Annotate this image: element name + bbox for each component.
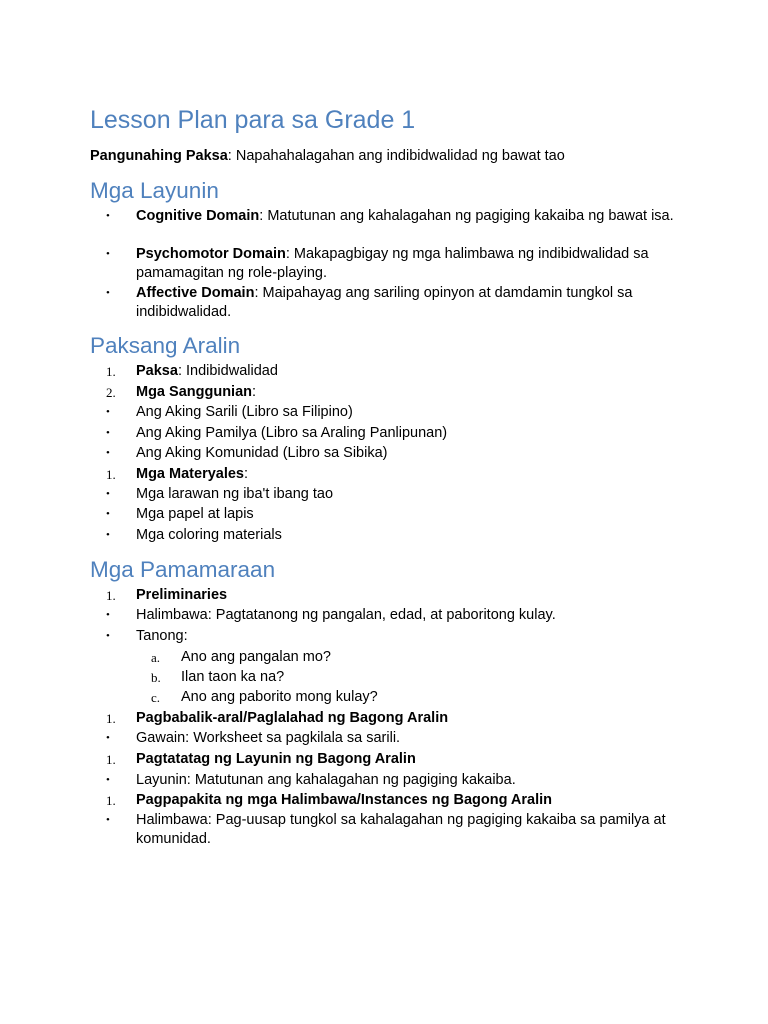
item-text: Gawain: Worksheet sa pagkilala sa sarili. [136, 730, 401, 746]
item-text: : [244, 466, 249, 482]
item-bold: Cognitive Domain [136, 208, 260, 224]
list-marker: • [106, 529, 110, 541]
item-text: : [252, 384, 257, 400]
item-bold: Affective Domain [136, 285, 255, 301]
list-marker: • [106, 287, 110, 299]
item-bold: Paksa [136, 363, 178, 379]
item-bold: Psychomotor Domain [136, 246, 286, 262]
list-marker: b. [151, 670, 161, 685]
list-marker: 1. [106, 588, 116, 603]
item-text: Halimbawa: Pag-uusap tungkol sa kahalagahan ng pagiging kakaiba sa pamilya at komunidad. [136, 812, 666, 847]
list-marker: 1. [106, 752, 116, 767]
list-marker: • [106, 508, 110, 520]
item-bold: Pagbabalik-aral/Paglalahad ng Bagong Aralin [136, 710, 449, 726]
list-marker: c. [151, 690, 161, 705]
item-text: Mga papel at lapis [136, 506, 254, 522]
item-bold: Mga Sanggunian [136, 384, 252, 400]
list-marker: a. [151, 650, 161, 665]
item-text: : Makapagbigay ng mga halimbawa ng indibidwalidad sa pamamagitan ng role-playing. [136, 246, 649, 281]
list-marker: 1. [106, 793, 116, 808]
list-marker: • [106, 210, 110, 222]
main-subject [90, 146, 565, 166]
item-bold: Preliminaries [136, 587, 228, 603]
list-marker: 1. [106, 711, 116, 726]
item-bold: Pagtatatag ng Layunin ng Bagong Aralin [136, 751, 416, 767]
item-text: Layunin: Matutunan ang kahalagahan ng pagiging kakaiba. [136, 772, 516, 788]
item-text: : Indibidwalidad [177, 363, 278, 379]
item-bold: Mga Materyales [136, 466, 244, 482]
list-marker: • [106, 406, 110, 418]
document-title: Lesson Plan para sa Grade 1 [90, 106, 416, 134]
list-marker: • [106, 447, 110, 459]
list-marker: • [106, 609, 110, 621]
list-marker: • [106, 814, 110, 826]
item-text: Ano ang paborito mong kulay? [181, 689, 378, 705]
item-text: : Matutunan ang kahalagahan ng pagiging kakaiba ng bawat isa. [259, 208, 674, 224]
list-marker: 2. [106, 385, 116, 400]
section-heading-layunin: Mga Layunin [90, 178, 219, 203]
main-subject-value: : Napahahalagahan ang indibidwalidad ng bawat tao [227, 148, 565, 164]
list-marker: 1. [106, 467, 116, 482]
list-marker: 1. [106, 364, 116, 379]
list-marker: • [106, 248, 110, 260]
list-marker: • [106, 630, 110, 642]
item-text: Tanong: [136, 628, 188, 644]
list-marker: • [106, 774, 110, 786]
item-text: Ang Aking Sarili (Libro sa Filipino) [136, 404, 353, 420]
item-text: Ilan taon ka na? [181, 669, 285, 685]
item-bold: Pagpapakita ng mga Halimbawa/Instances ng Bagong Aralin [136, 792, 553, 808]
item-text: Ang Aking Pamilya (Libro sa Araling Panlipunan) [136, 425, 448, 441]
section-heading-pamamaraan: Mga Pamamaraan [90, 557, 276, 582]
list-marker: • [106, 488, 110, 500]
item-text: Ano ang pangalan mo? [181, 649, 331, 665]
list-marker: • [106, 732, 110, 744]
item-text: Mga coloring materials [136, 527, 282, 543]
item-text: Ang Aking Komunidad (Libro sa Sibika) [136, 445, 388, 461]
main-subject-label: Pangunahing Paksa [90, 148, 228, 164]
section-heading-paksang-aralin: Paksang Aralin [90, 333, 241, 358]
item-text: Halimbawa: Pagtatanong ng pangalan, edad, at paboritong kulay. [136, 607, 556, 623]
item-text: Mga larawan ng iba't ibang tao [136, 486, 334, 502]
list-marker: • [106, 427, 110, 439]
item-text: : Maipahayag ang sariling opinyon at damdamin tungkol sa indibidwalidad. [136, 285, 633, 320]
